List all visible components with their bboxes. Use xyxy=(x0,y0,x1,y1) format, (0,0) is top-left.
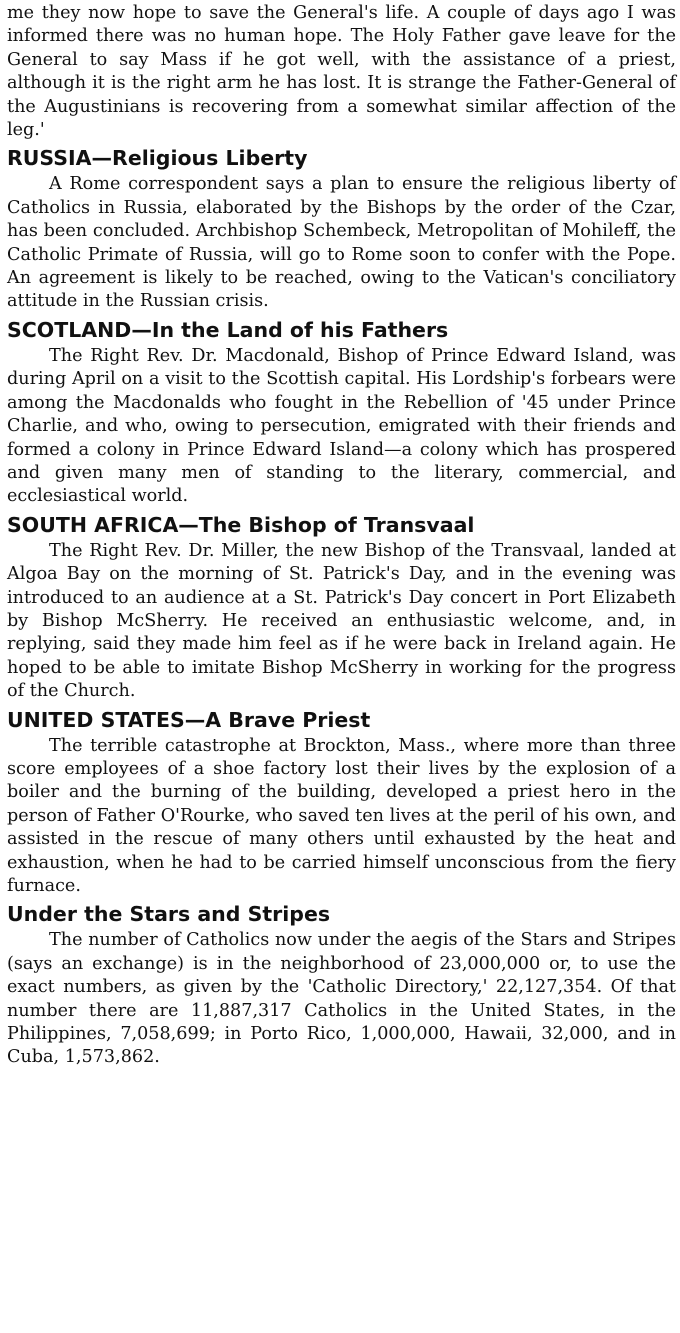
section-heading-russia: RUSSIA—Religious Liberty xyxy=(7,146,308,171)
intro-paragraph: me they now hope to save the General's life. A couple of days ago I was informed there was no human hope. The Holy Father gave leave for the General to say Mass if he got well, with the assistance of a priest, although it is the right arm he has lost. It is strange the Father-General of the Augustinians is recovering from a somewhat similar affection of the leg.' xyxy=(7,3,676,141)
section-heading-united-states: UNITED STATES—A Brave Priest xyxy=(7,707,371,732)
section-body-stars-and-stripes: The number of Catholics now under the aegis of the Stars and Stripes (says an exchange) is in the neighborhood of 23,000,000 or, to use the exact numbers, as given by the 'Catholic Directory,' 22,127,354. Of that number there are 11,887,317 Catholics in the United States, in the Philippines, 7,058,699; in Porto Rico, 1,000,000, Hawaii, 32,000, and in Cuba, 1,573,862. xyxy=(7,930,676,1068)
section-heading-south-africa: SOUTH AFRICA—The Bishop of Transvaal xyxy=(7,512,475,537)
section-body-scotland: The Right Rev. Dr. Macdonald, Bishop of Prince Edward Island, was during April on a visit to the Scottish capital. His Lordship's forbears were among the Macdonalds who fought in the Rebellion of '45 under Prince Charlie, and who, owing to persecution, emigrated with their friends and formed a colony in Prince Edward Island—a colony which has prospered and given many men of standing to the literary, commercial, and ecclesiastical world. xyxy=(7,345,676,507)
section-body-united-states: The terrible catastrophe at Brockton, Mass., where more than three score employees of a shoe factory lost their lives by the explosion of a boiler and the burning of the building, developed a priest hero in the person of Father O'Rourke, who saved ten lives at the peril of his own, and assisted in the rescue of many others until exhausted by the heat and exhaustion, when he had to be carried himself unconscious from the fiery furnace. xyxy=(7,735,676,896)
section-heading-stars-and-stripes: Under the Stars and Stripes xyxy=(7,902,331,927)
section-heading-scotland: SCOTLAND—In the Land of his Fathers xyxy=(7,317,449,342)
section-body-south-africa: The Right Rev. Dr. Miller, the new Bishop of the Transvaal, landed at Algoa Bay on the morning of St. Patrick's Day, and in the evening was introduced to an audience at a St. Patrick's Day concert in Port Elizabeth by Bishop McSherry. He received an enthusiastic welcome, and, in replying, said they made him feel as if he were back in Ireland again. He hoped to be able to imitate Bishop McSherry in working for the progress of the Church. xyxy=(7,540,676,702)
section-body-russia: A Rome correspondent says a plan to ensure the religious liberty of Catholics in Russia, elaborated by the Bishops by the order of the Czar, has been concluded. Archbishop Schembeck, Metropolitan of Mohileff, the Catholic Primate of Russia, will go to Rome soon to confer with the Pope. An agreement is likely to be reached, owing to the Vatican's conciliatory attitude in the Russian crisis. xyxy=(7,174,676,312)
